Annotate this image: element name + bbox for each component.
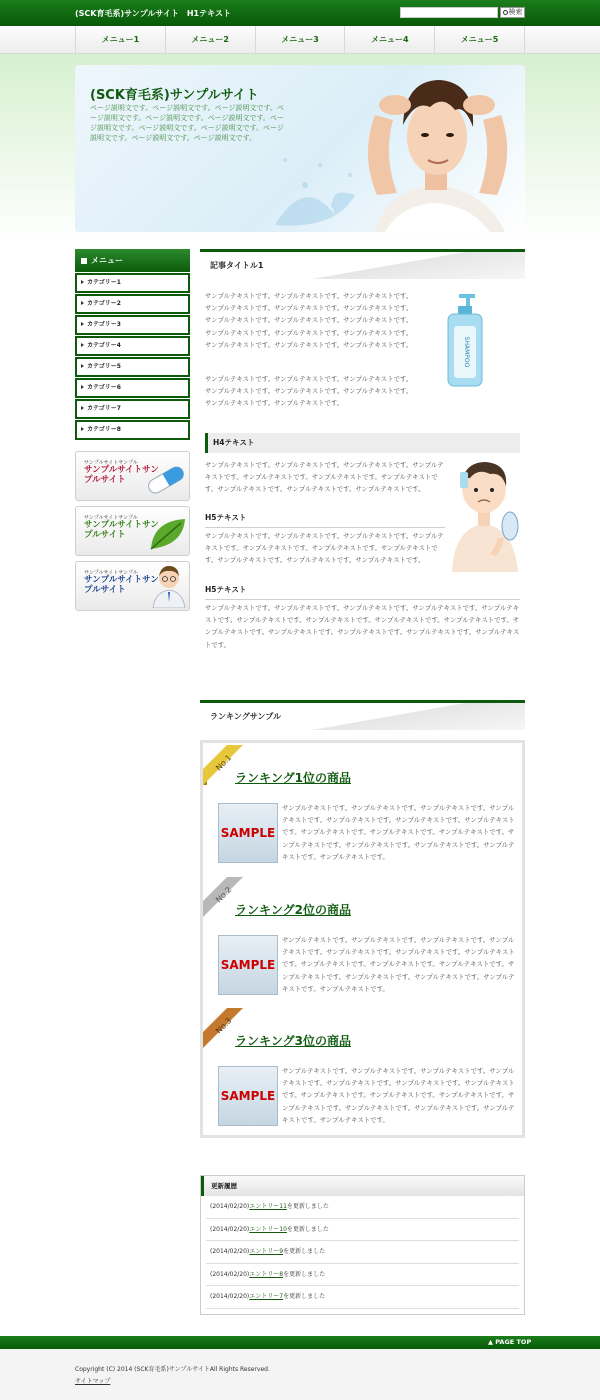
arrow-right-icon <box>81 364 84 368</box>
update-entry-link[interactable]: エントリー8 <box>249 1270 284 1278</box>
sidebar-banner-2[interactable]: サンプルサイトサンプル サンプルサイトサンプルサイト <box>75 506 190 556</box>
nav-item-menu1[interactable]: メニュー1 <box>75 26 165 54</box>
update-entry-link[interactable]: エントリー11 <box>249 1203 287 1210</box>
ranking-title: ランキングサンプル <box>200 700 525 730</box>
caret-up-icon: ▲ <box>488 1338 496 1346</box>
rank-item-3-link[interactable]: ランキング3位の商品 <box>235 1034 351 1048</box>
arrow-right-icon <box>81 322 84 326</box>
search-input[interactable] <box>400 7 498 18</box>
sidebar-item-category7[interactable]: カテゴリー7 <box>75 399 190 419</box>
update-row: (2014/02/20)エントリー7を更新しました <box>206 1286 519 1309</box>
arrow-right-icon <box>81 280 84 284</box>
shampoo-bottle-image <box>442 292 486 388</box>
update-row: (2014/02/20)エントリー9を更新しました <box>206 1241 519 1264</box>
h5-paragraph-1: サンプルテキストです。サンプルテキストです。サンプルテキストです。サンプルテキストです。サンプルテキストです。サンプルテキストです。サンプルテキストです。サンプルテキストです。サンプルテキストです。サンプルテキストです。 <box>205 532 444 565</box>
arrow-right-icon <box>81 406 84 410</box>
sidebar-banner-3[interactable]: サンプルサイトサンプル サンプルサイトサンプルサイト <box>75 561 190 611</box>
sidebar-heading: メニュー <box>75 249 190 272</box>
sidebar-item-category3[interactable]: カテゴリー3 <box>75 315 190 335</box>
sitemap-link[interactable]: サイトマップ <box>75 1378 111 1385</box>
rank-item-2-image[interactable]: SAMPLE <box>218 935 278 995</box>
sidebar-item-category4[interactable]: カテゴリー4 <box>75 336 190 356</box>
update-entry-link[interactable]: エントリー10 <box>249 1225 287 1233</box>
arrow-right-icon <box>81 343 84 347</box>
nav-item-menu4[interactable]: メニュー4 <box>344 26 434 54</box>
rank-item-1-text: サンプルテキストです。サンプルテキストです。サンプルテキストです。サンプルテキストです。サンプルテキストです。サンプルテキストです。サンプルテキストです。サンプルテキストです。サンプルテキストです。サンプルテキストです。サンプルテキストです。サンプルテキストです。サンプルテキストです。サンプルテキストです。サンプルテキストです。 <box>282 804 515 861</box>
rank-ribbon-label-1: No.1 <box>214 753 234 773</box>
arrow-right-icon <box>81 301 84 305</box>
update-row: (2014/02/20)エントリー8を更新しました <box>206 1264 519 1287</box>
leaf-icon <box>147 515 187 553</box>
copyright: Copyright (C) 2014 (SCK育毛系)サンプルサイトAll Rights Reserved. <box>75 1366 270 1373</box>
update-entry-link[interactable]: エントリー7 <box>249 1293 284 1300</box>
nav-item-menu3[interactable]: メニュー3 <box>255 26 345 54</box>
capsule-icon <box>145 462 187 498</box>
rank-ribbon-label-3: No.3 <box>214 1016 234 1036</box>
hero-description: ページ説明文です。ページ説明文です。ページ説明文です。ページ説明文です。ページ説明文です。ページ説明文です。ページ説明文です。ページ説明文です。ページ説明文です。ページ説明文です。ページ説明文です。ページ説明文です。 <box>90 104 284 142</box>
h5-paragraph-2: サンプルテキストです。サンプルテキストです。サンプルテキストです。サンプルテキストです。サンプルテキストです。サンプルテキストです。サンプルテキストです。サンプルテキストです。サンプルテキストです。サンプルテキストです。サンプルテキストです。サンプルテキストです。サンプルテキストです。サンプルテキストです。 <box>205 604 520 649</box>
sidebar-item-category1[interactable]: カテゴリー1 <box>75 273 190 293</box>
rank-item-3-image[interactable]: SAMPLE <box>218 1066 278 1126</box>
rank-item-1-link[interactable]: ランキング1位の商品 <box>235 771 351 785</box>
site-h1-text: (SCK育毛系)サンプルサイト H1テキスト <box>75 9 231 18</box>
arrow-right-icon <box>81 427 84 431</box>
sidebar-item-category5[interactable]: カテゴリー5 <box>75 357 190 377</box>
sidebar-item-category2[interactable]: カテゴリー2 <box>75 294 190 314</box>
update-entry-link[interactable]: エントリー9 <box>249 1248 284 1255</box>
ranking-box <box>200 740 525 1138</box>
global-nav <box>0 26 600 54</box>
update-history-title: 更新履歴 <box>201 1176 524 1196</box>
search-icon <box>503 10 508 15</box>
rank-ribbon-label-2: No.2 <box>214 885 234 905</box>
rank-item-1-image[interactable]: SAMPLE <box>218 803 278 863</box>
rank-item-2-text: サンプルテキストです。サンプルテキストです。サンプルテキストです。サンプルテキストです。サンプルテキストです。サンプルテキストです。サンプルテキストです。サンプルテキストです。サンプルテキストです。サンプルテキストです。サンプルテキストです。サンプルテキストです。サンプルテキストです。サンプルテキストです。サンプルテキストです。 <box>282 936 515 993</box>
footer <box>0 1349 600 1400</box>
doctor-icon <box>151 562 187 608</box>
h5-heading-2: H5テキスト <box>205 584 520 600</box>
sidebar-banner-1[interactable]: サンプルサイトサンプル サンプルサイトサンプルサイト <box>75 451 190 501</box>
page-top-link[interactable]: ▲ PAGE TOP <box>488 1338 532 1346</box>
update-history <box>200 1175 525 1315</box>
article-paragraph-1: サンプルテキストです。サンプルテキストです。サンプルテキストです。サンプルテキストです。サンプルテキストです。サンプルテキストです。サンプルテキストです。サンプルテキストです。サンプルテキストです。サンプルテキストです。サンプルテキストです。サンプルテキストです。サンプルテキストです。サンプルテキストです。サンプルテキストです。 <box>205 292 413 349</box>
hero-banner <box>75 65 525 232</box>
h5-heading-1: H5テキスト <box>205 512 445 528</box>
rank-item-2-link[interactable]: ランキング2位の商品 <box>235 903 351 917</box>
shampoo-label: SHAMPOO <box>463 336 470 368</box>
update-row: (2014/02/20)エントリー11を更新しました <box>206 1196 519 1219</box>
h4-heading: H4テキスト <box>205 433 520 453</box>
sidebar-item-category8[interactable]: カテゴリー8 <box>75 420 190 440</box>
hero-title: (SCK育毛系)サンプルサイト <box>90 88 259 103</box>
article-title: 記事タイトル1 <box>200 249 525 279</box>
article-paragraph-2: サンプルテキストです。サンプルテキストです。サンプルテキストです。サンプルテキストです。サンプルテキストです。サンプルテキストです。サンプルテキストです。サンプルテキストです。 <box>205 375 413 408</box>
hero-man-illustration <box>265 65 525 232</box>
boy-with-brush-illustration <box>450 458 520 572</box>
nav-item-menu2[interactable]: メニュー2 <box>165 26 255 54</box>
sidebar-menu <box>75 249 190 440</box>
nav-item-menu5[interactable]: メニュー5 <box>434 26 525 54</box>
update-row: (2014/02/20)エントリー10を更新しました <box>206 1219 519 1242</box>
rank-item-3-text: サンプルテキストです。サンプルテキストです。サンプルテキストです。サンプルテキストです。サンプルテキストです。サンプルテキストです。サンプルテキストです。サンプルテキストです。サンプルテキストです。サンプルテキストです。サンプルテキストです。サンプルテキストです。サンプルテキストです。サンプルテキストです。サンプルテキストです。 <box>282 1067 515 1124</box>
arrow-right-icon <box>81 385 84 389</box>
search-button[interactable]: 検索 <box>500 7 525 18</box>
menu-square-icon <box>81 258 87 264</box>
sidebar-item-category6[interactable]: カテゴリー6 <box>75 378 190 398</box>
h4-paragraph: サンプルテキストです。サンプルテキストです。サンプルテキストです。サンプルテキストです。サンプルテキストです。サンプルテキストです。サンプルテキストです。サンプルテキストです。サンプルテキストです。サンプルテキストです。 <box>205 461 444 494</box>
